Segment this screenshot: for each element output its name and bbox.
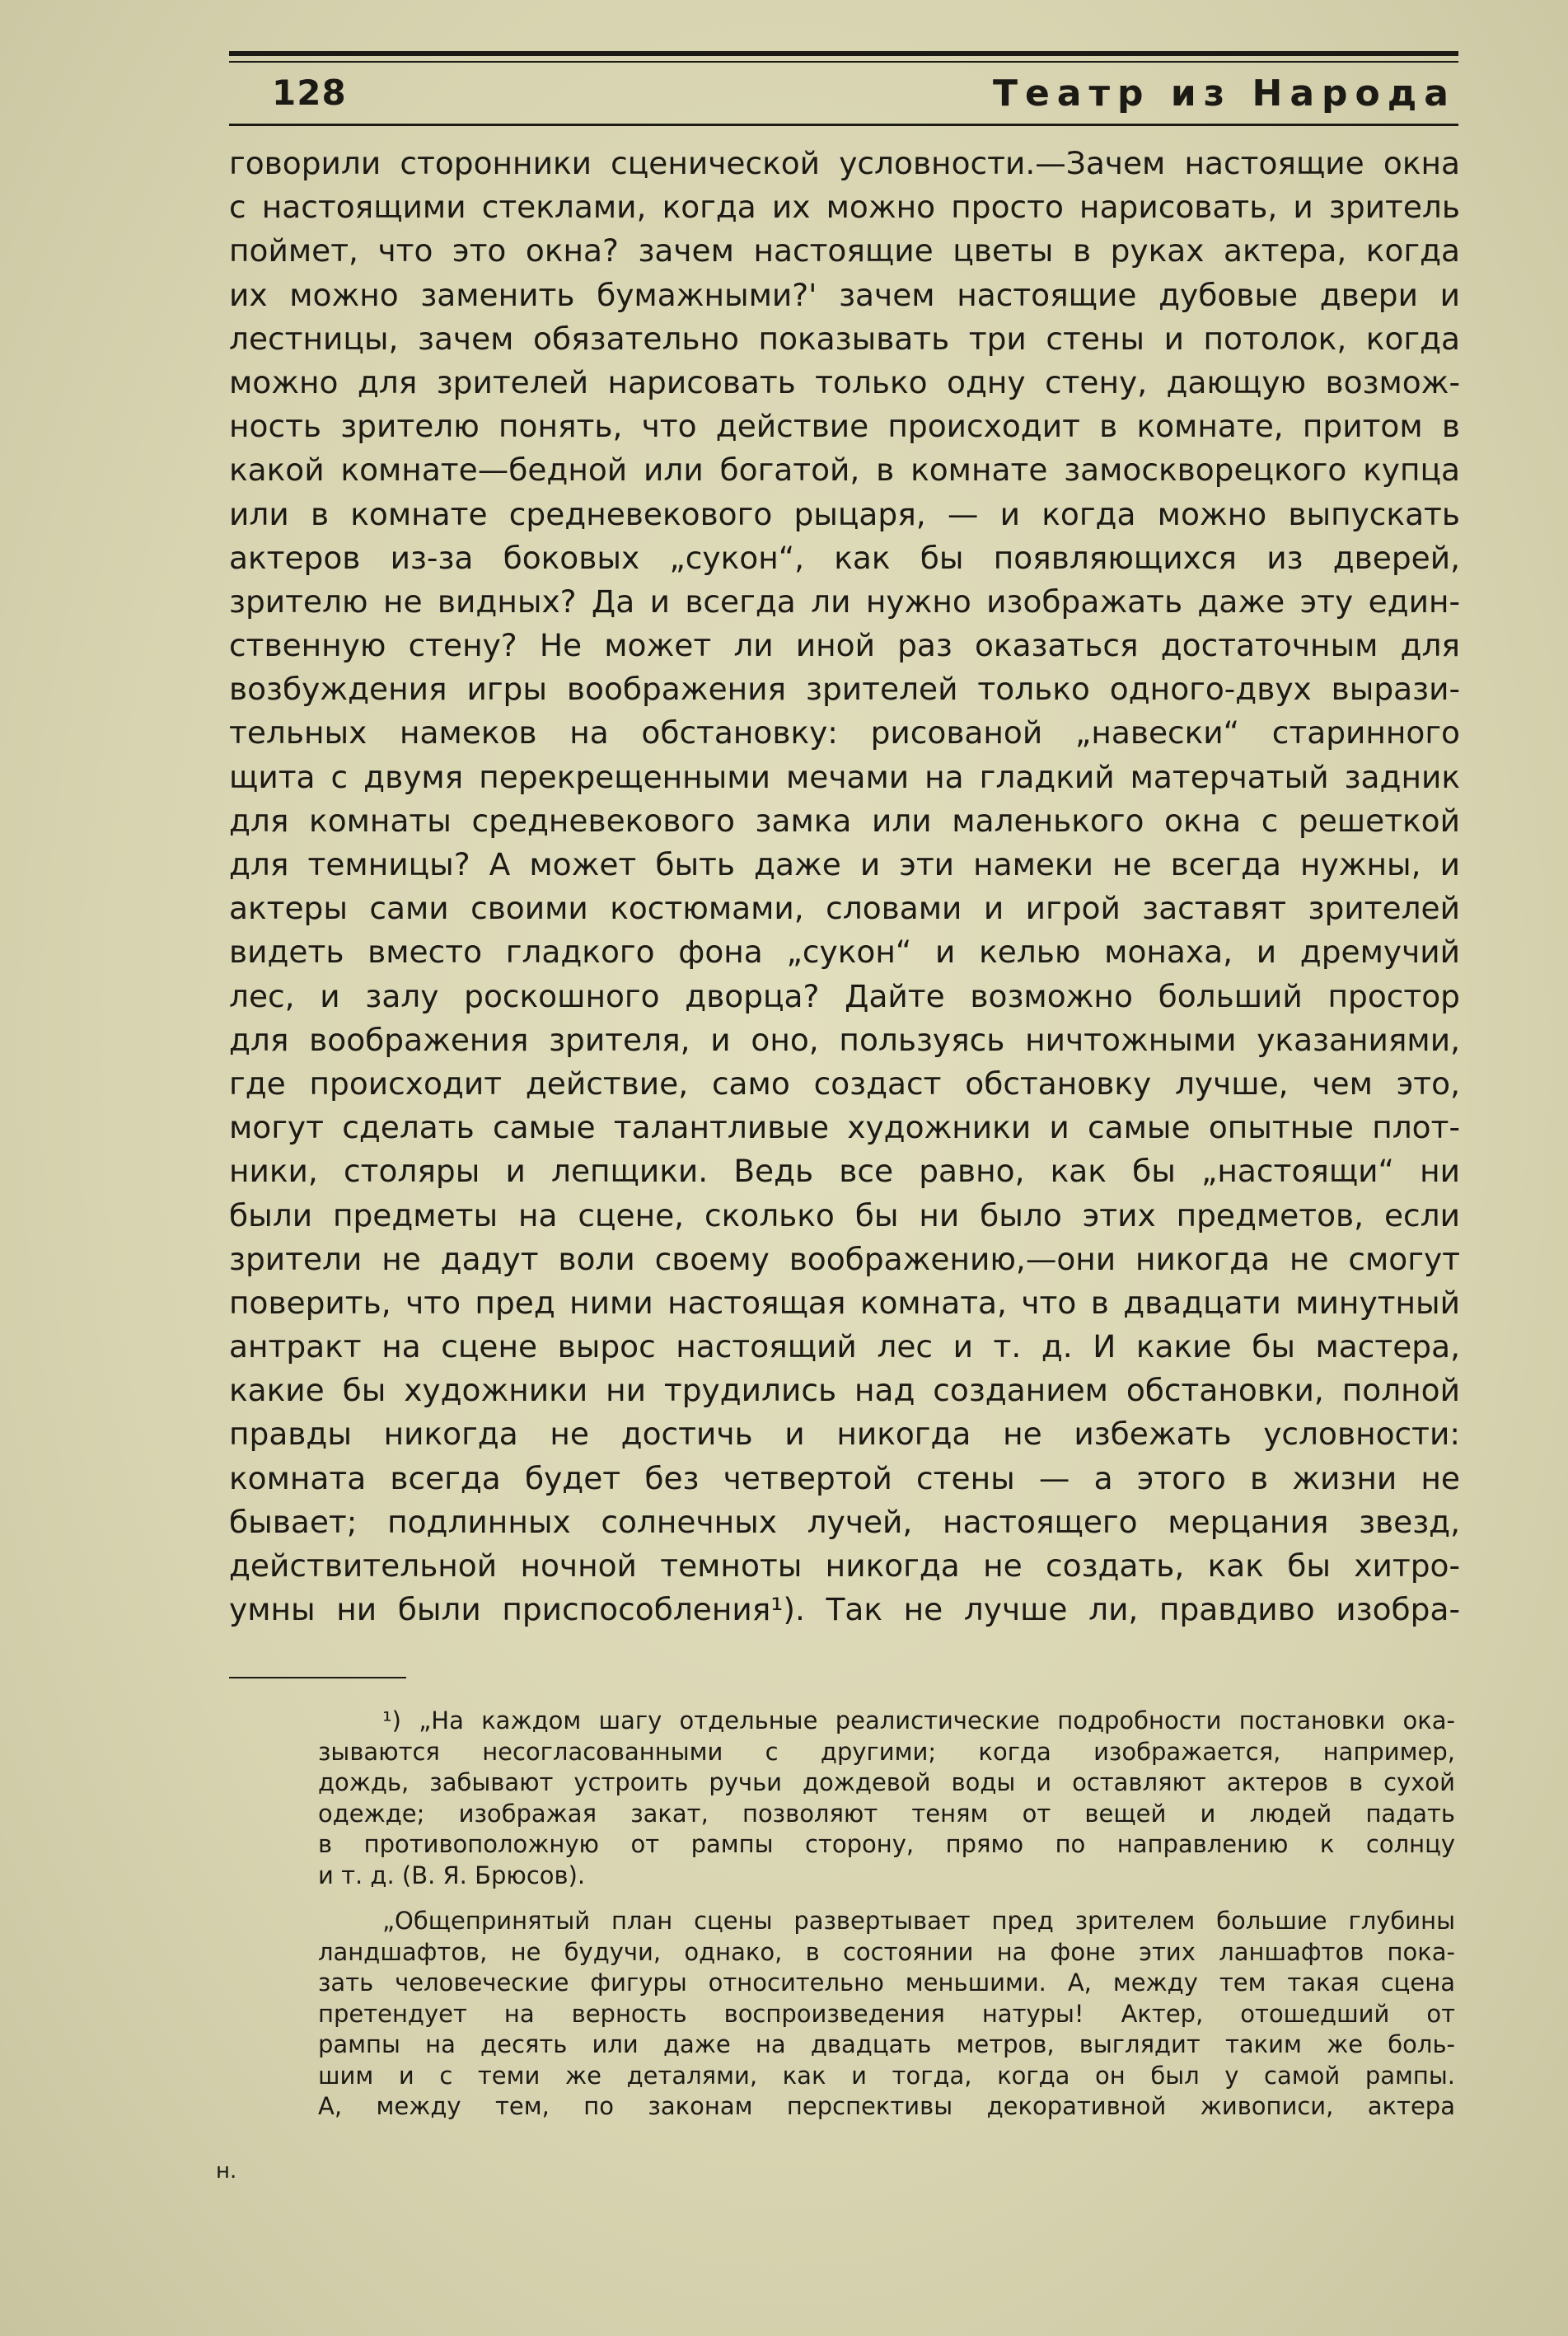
text-line: ники, столяры и лепщики. Ведь все равно, как бы „настоящи“ ни xyxy=(229,1153,1460,1190)
text-line: лес, и залу роскошного дворца? Дайте возможно больший простор xyxy=(229,977,1460,1014)
text-line: бывает; подлинных солнечных лучей, настоящего мерцания звезд, xyxy=(229,1503,1460,1540)
text-line: где происходит действие, само создаст обстановку лучше, чем это, xyxy=(229,1065,1460,1102)
text-line: щита с двумя перекрещенными мечами на гладкий матерчатый задник xyxy=(229,758,1460,795)
text-line: для комнаты средневекового замка или маленького окна с решеткой xyxy=(229,802,1460,839)
footnotes xyxy=(318,1706,1455,2123)
text-line: ственную стену? Не может ли иной раз оказаться достаточным для xyxy=(229,627,1460,664)
text-line: тельных намеков на обстановку: рисованой „навески“ старинного xyxy=(229,714,1460,751)
text-line: были предметы на сцене, сколько бы ни было этих предметов, если xyxy=(229,1196,1460,1234)
text-line: для воображения зрителя, и оно, пользуясь ничтожными указаниями, xyxy=(229,1021,1460,1058)
footnote-gap xyxy=(318,1891,1455,1906)
text-line: видеть вместо гладкого фона „сукон“ и келью монаха, и дремучий xyxy=(229,934,1460,971)
text-line: умны ни были приспособления¹). Так не лучше ли, правдиво изобра- xyxy=(229,1591,1460,1628)
text-line: говорили сторонники сценической условности.—Зачем настоящие окна xyxy=(229,145,1460,181)
text-line: или в комнате средневекового рыцаря, — и когда можно выпускать xyxy=(229,495,1460,532)
header-rule-thick xyxy=(229,51,1458,56)
text-line: ность зрителю понять, что действие происходит в комнате, притом в xyxy=(229,408,1460,445)
text-line: могут сделать самые талантливые художники и самые опытные плот- xyxy=(229,1109,1460,1146)
text-line: правды никогда не достичь и никогда не избежать условности: xyxy=(229,1416,1460,1453)
text-line: какой комнате—бедной или богатой, в комнате замоскворецкого купца xyxy=(229,452,1460,489)
footnote-line: ¹) „На каждом шагу отдельные реалистические подробности постановки ока- xyxy=(382,1706,1455,1734)
footnote-line: зываются несогласованными с другими; когда изображается, например, xyxy=(318,1737,1455,1766)
header-rule-thin xyxy=(229,61,1458,63)
page-number: 128 xyxy=(272,73,347,113)
text-line: зрители не дадут воли своему воображению,—они никогда не смогут xyxy=(229,1240,1460,1277)
text-line: какие бы художники ни трудились над созданием обстановки, полной xyxy=(229,1372,1460,1409)
footnote-separator xyxy=(229,1677,406,1678)
text-line: комната всегда будет без четвертой стены — а этого в жизни не xyxy=(229,1459,1460,1496)
text-line: поверить, что пред ними настоящая комната, что в двадцати минутный xyxy=(229,1284,1460,1321)
text-line: их можно заменить бумажными?' зачем настоящие дубовые двери и xyxy=(229,276,1460,313)
running-title: Театр из Народа xyxy=(992,73,1456,115)
text-line: антракт на сцене вырос настоящий лес и т. д. И какие бы мастера, xyxy=(229,1328,1460,1365)
footnote-line: и т. д. (В. Я. Брюсов). xyxy=(318,1861,586,1889)
footnote-line: рампы на десять или даже на двадцать метров, выглядит таким же боль- xyxy=(318,2030,1455,2058)
header-underline xyxy=(229,124,1458,126)
text-line: актеров из-за боковых „сукон“, как бы появляющихся из дверей, xyxy=(229,539,1460,576)
text-line: можно для зрителей нарисовать только одну стену, дающую возмож- xyxy=(229,363,1460,400)
text-line: лестницы, зачем обязательно показывать три стены и потолок, когда xyxy=(229,320,1460,357)
footnote-line: зать человеческие фигуры относительно меньшими. А, между тем такая сцена xyxy=(318,1969,1455,1997)
footnote-line: „Общепринятый план сцены развертывает пред зрителем большие глубины xyxy=(382,1907,1455,1935)
main-text xyxy=(229,142,1460,1631)
footnote-line: претендует на верность воспроизведения натуры! Актер, отошедший от xyxy=(318,1999,1455,2028)
footnote-line: ландшафтов, не будучи, однако, в состоянии на фоне этих ланшафтов пока- xyxy=(318,1937,1455,1966)
text-line: для темницы? А может быть даже и эти намеки не всегда нужны, и xyxy=(229,846,1460,882)
text-line: актеры сами своими костюмами, словами и игрой заставят зрителей xyxy=(229,890,1460,927)
text-line: действительной ночной темноты никогда не создать, как бы хитро- xyxy=(229,1547,1460,1584)
footnote-line: в противоположную от рампы сторону, прямо по направлению к солнцу xyxy=(318,1830,1455,1858)
footnote-line: шим и с теми же деталями, как и тогда, когда он был у самой рампы. xyxy=(318,2061,1455,2090)
text-line: поймет, что это окна? зачем настоящие цветы в руках актера, когда xyxy=(229,232,1460,269)
footnote-line: дождь, забывают устроить ручьи дождевой воды и оставляют актеров в сухой xyxy=(318,1768,1455,1796)
text-line: возбуждения игры воображения зрителей только одного-двух вырази- xyxy=(229,671,1460,708)
text-line: с настоящими стеклами, когда их можно просто нарисовать, и зритель xyxy=(229,189,1460,226)
margin-mark: н. xyxy=(216,2159,237,2184)
text-line: зрителю не видных? Да и всегда ли нужно изображать даже эту един- xyxy=(229,583,1460,620)
footnote-line: одежде; изображая закат, позволяют теням от вещей и людей падать xyxy=(318,1799,1455,1828)
footnote-line: А, между тем, по законам перспективы декоративной живописи, актера xyxy=(318,2092,1455,2120)
